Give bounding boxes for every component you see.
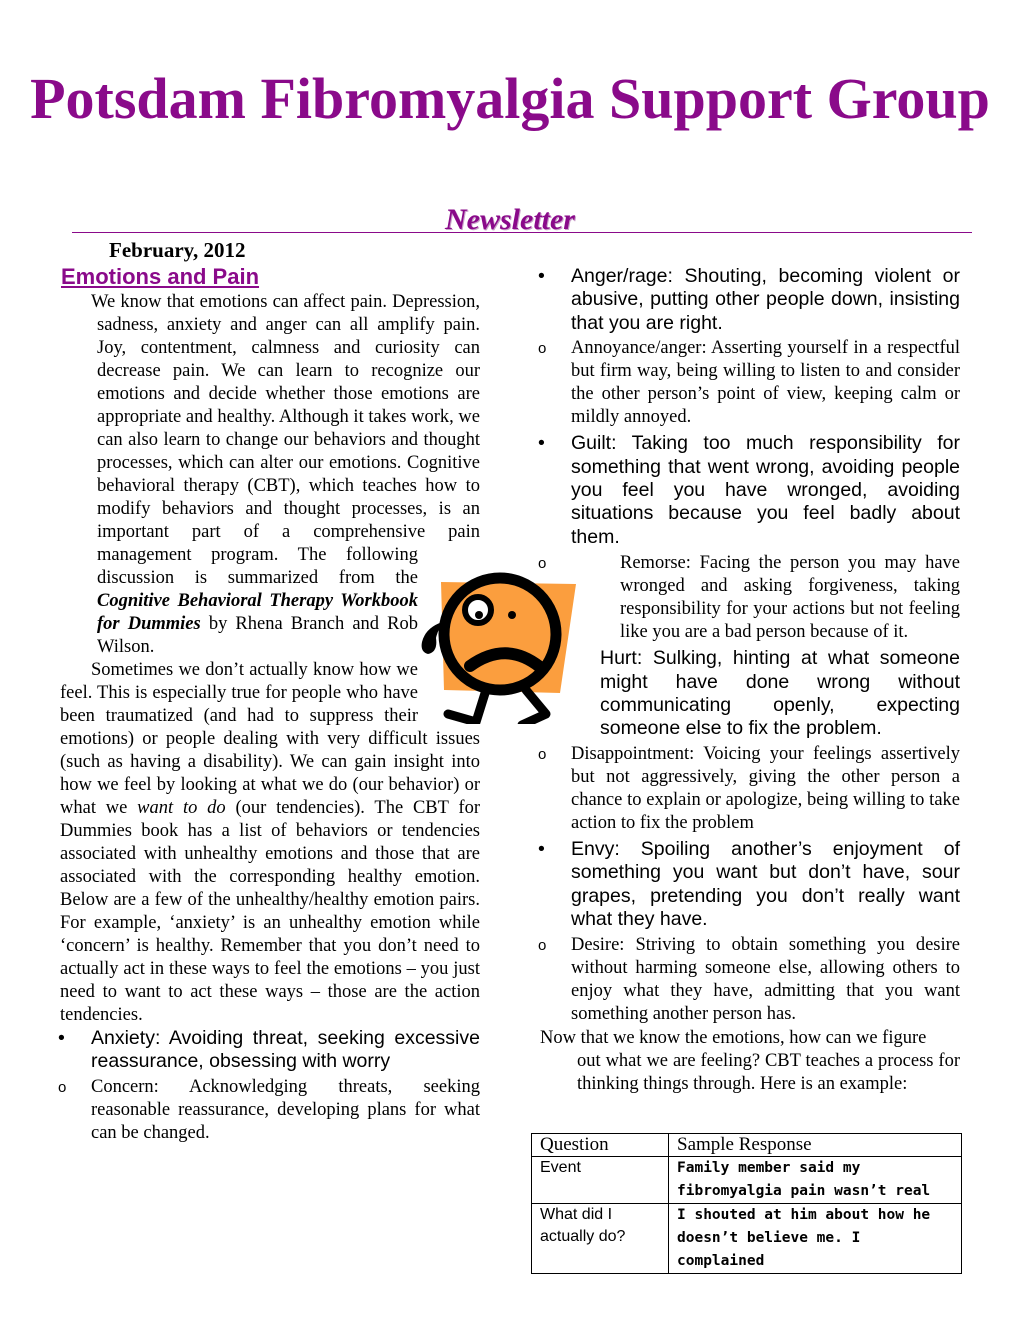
- list-item-healthy: o Concern: Acknowledging threats, seeking reasonable reassurance, developing plans for what can be changed.: [60, 1076, 480, 1145]
- text: Now that we know the emotions, how can we figure: [540, 1027, 927, 1048]
- list-item-unhealthy: • Envy: Spoiling another’s enjoyment of something you want but don’t have, sour grapes, pretending you don’t really want what they have.: [540, 838, 960, 932]
- right-column: [540, 265, 960, 1096]
- list-item-unhealthy: • Anxiety: Avoiding threat, seeking excessive reassurance, obsessing with worry: [60, 1027, 480, 1074]
- list-item-unhealthy: • Hurt: Sulking, hinting at what someone might have done wrong without communicating openly, expecting someone else to fix the problem.: [540, 647, 960, 741]
- cbt-example-table: [531, 1133, 962, 1274]
- list-item-healthy: o Remorse: Facing the person you may have wronged and asking forgiveness, taking responsibility for your actions but not feeling like you are a bad person because of it.: [540, 552, 960, 644]
- process-paragraph: [540, 1027, 960, 1096]
- text: We know that emotions can affect pain. Depression, sadness, anxiety and anger can all amplify pain. Joy, contentment, calmness and curiosity can decrease pain. We can learn to recognize our emotions and decide whether those emotions are appropriate and healthy. Although it takes work, we can also learn to change our behaviors and thought processes, which can alter our emotions. Cognitive behavioral therapy (CBT), which teaches how to modify behaviors and thought processes, is an important part of a comprehensive pain management program. The following discussion is summarized from the: [91, 292, 480, 588]
- book-title: Cognitive Behavioral Therapy Workbook for Dummies: [97, 591, 418, 634]
- worried-face-cartoon-icon: [408, 562, 580, 724]
- newsletter-title: Potsdam Fibromyalgia Support Group: [30, 66, 990, 131]
- list-item-healthy: o Disappointment: Voicing your feelings assertively but not aggressively, giving the other person a chance to explain or apologize, being willing to take action to fix the problem: [540, 743, 960, 835]
- text: out what we are feeling? CBT teaches a process for thinking things through. Here is an example:: [577, 1050, 960, 1094]
- article-heading: Emotions and Pain: [61, 264, 260, 289]
- list-item-healthy: o Annoyance/anger: Asserting yourself in a respectful but firm way, being willing to listen to and consider the other person’s point of view, keeping calm or mildly annoyed.: [540, 337, 960, 429]
- list-item-healthy: o Desire: Striving to obtain something you desire without harming someone else, allowing others to enjoy what they have, admitting that you want something another person has.: [540, 934, 960, 1026]
- newsletter-subtitle: Newsletter: [445, 203, 575, 236]
- column-header: Question: [532, 1134, 669, 1157]
- table-cell: What did I actually do?: [532, 1204, 669, 1274]
- header-divider: [72, 232, 972, 233]
- emphasis: want to do: [137, 798, 226, 818]
- table-row: [532, 1204, 962, 1274]
- table-row: [532, 1157, 962, 1204]
- table-cell: Family member said my fibromyalgia pain wasn’t real: [669, 1157, 962, 1204]
- text: Sometimes we don’t actually know how we feel. This is especially true for people who have been traumatized (and had to suppress their emotions) or people dealing with very difficult issues (such as having a disability). We can gain insight into how we feel by looking at what we do (our behavior) or what we: [60, 660, 480, 818]
- list-item-unhealthy: • Anger/rage: Shouting, becoming violent or abusive, putting other people down, insisting that you are right.: [540, 265, 960, 335]
- table-cell: I shouted at him about how he doesn’t believe me. I complained: [669, 1204, 962, 1274]
- list-item-unhealthy: • Guilt: Taking too much responsibility for something that went wrong, avoiding people you feel you have wronged, avoiding situations because you feel badly about them.: [540, 432, 960, 549]
- text: (our tendencies). The CBT for Dummies book has a list of behaviors or tendencies associated with unhealthy emotions and those that are associated with the corresponding healthy emotion. Below are a few of the unhealthy/healthy emotion pairs. For example, ‘anxiety’ is an unhealthy emotion while ‘concern’ is healthy. Remember that you don’t need to actually act in these ways to feel the emotions – you just need to want to act these ways – those are the action tendencies.: [60, 798, 480, 1025]
- column-header: Sample Response: [669, 1134, 962, 1157]
- text: by Rhena Branch and Rob Wilson.: [97, 614, 418, 657]
- table-cell: Event: [532, 1157, 669, 1204]
- issue-date: February, 2012: [109, 238, 246, 262]
- table-header-row: [532, 1134, 962, 1157]
